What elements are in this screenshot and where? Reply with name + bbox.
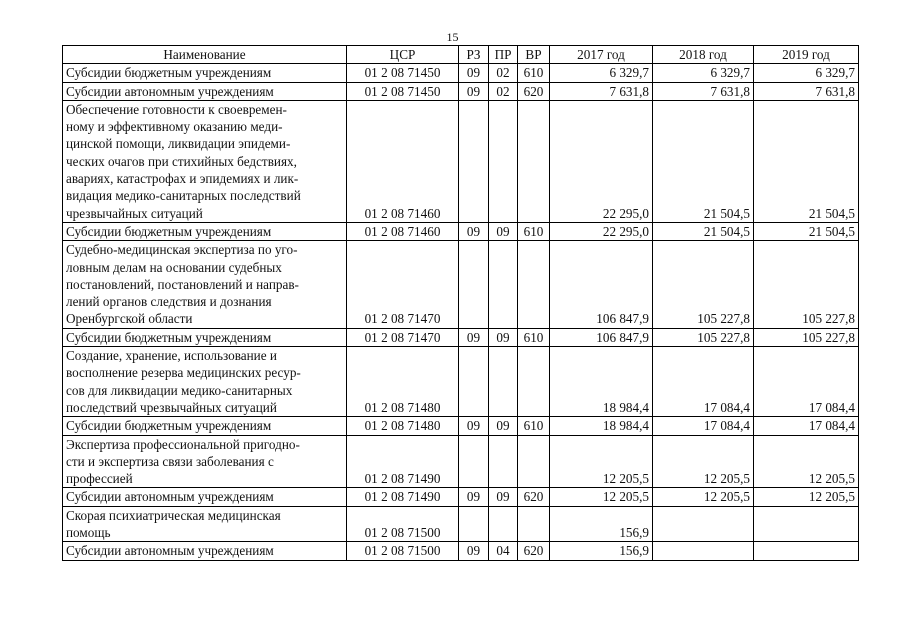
cell-code: 01 2 08 71480 <box>347 417 459 435</box>
cell-2017: 6 329,7 <box>550 64 653 82</box>
cell-name-line: Субсидии бюджетным учреждениям <box>66 329 272 345</box>
cell-name-line: Субсидии бюджетным учреждениям <box>66 418 272 434</box>
cell-code: 01 2 08 71480 <box>347 347 459 417</box>
cell-name <box>63 328 347 346</box>
cell-2018: 12 205,5 <box>653 435 754 488</box>
cell-2017: 156,9 <box>550 542 653 560</box>
table-row <box>63 506 859 542</box>
cell-2017: 22 295,0 <box>550 100 653 222</box>
cell-vr: 620 <box>518 488 550 506</box>
cell-2018: 12 205,5 <box>653 488 754 506</box>
cell-name-line: Субсидии бюджетным учреждениям <box>66 65 272 81</box>
cell-name-line: Субсидии бюджетным учреждениям <box>66 223 272 239</box>
header-2019: 2019 год <box>754 46 859 64</box>
cell-name <box>63 488 347 506</box>
table-row <box>63 488 859 506</box>
cell-2018: 105 227,8 <box>653 328 754 346</box>
cell-code: 01 2 08 71460 <box>347 222 459 240</box>
table-row <box>63 241 859 328</box>
cell-2017: 7 631,8 <box>550 82 653 100</box>
cell-2017: 156,9 <box>550 506 653 542</box>
cell-pr <box>489 506 518 542</box>
cell-name-line: помощь <box>66 525 111 541</box>
cell-pr: 04 <box>489 542 518 560</box>
cell-vr <box>518 100 550 222</box>
header-pr: ПР <box>489 46 518 64</box>
cell-2019: 21 504,5 <box>754 100 859 222</box>
cell-2019 <box>754 542 859 560</box>
table-row <box>63 347 859 417</box>
cell-pr <box>489 100 518 222</box>
cell-name <box>63 82 347 100</box>
cell-pr: 09 <box>489 328 518 346</box>
cell-name <box>63 542 347 560</box>
cell-name <box>63 241 347 328</box>
page-number: 15 <box>446 30 459 44</box>
cell-name-line: ному и эффективному оказанию меди- <box>66 119 283 135</box>
cell-name <box>63 417 347 435</box>
cell-rz: 09 <box>459 64 489 82</box>
cell-vr <box>518 506 550 542</box>
cell-2019: 6 329,7 <box>754 64 859 82</box>
cell-2018: 21 504,5 <box>653 100 754 222</box>
cell-name <box>63 435 347 488</box>
cell-2019: 105 227,8 <box>754 328 859 346</box>
cell-vr <box>518 435 550 488</box>
cell-2018 <box>653 506 754 542</box>
cell-name-line: последствий чрезвычайных ситуаций <box>66 399 277 415</box>
cell-2017: 106 847,9 <box>550 328 653 346</box>
cell-name-line: авариях, катастрофах и эпидемиях и лик- <box>66 171 299 187</box>
cell-vr <box>518 347 550 417</box>
table-row <box>63 64 859 82</box>
cell-2018: 105 227,8 <box>653 241 754 328</box>
cell-2019: 17 084,4 <box>754 347 859 417</box>
cell-name <box>63 100 347 222</box>
cell-vr: 610 <box>518 328 550 346</box>
cell-2018: 7 631,8 <box>653 82 754 100</box>
cell-vr: 610 <box>518 222 550 240</box>
cell-name-line: Судебно-медицинская экспертиза по уго- <box>66 242 298 258</box>
table-row <box>63 435 859 488</box>
cell-2018: 17 084,4 <box>653 417 754 435</box>
cell-name-line: цинской помощи, ликвидации эпидеми- <box>66 136 291 152</box>
budget-table <box>62 45 859 561</box>
cell-name-line: ловным делам на основании судебных <box>66 259 282 275</box>
cell-code: 01 2 08 71500 <box>347 506 459 542</box>
table-row <box>63 222 859 240</box>
cell-rz <box>459 100 489 222</box>
cell-rz <box>459 241 489 328</box>
table-header-row <box>63 46 859 64</box>
cell-name-line: лений органов следствия и дознания <box>66 294 272 310</box>
cell-name <box>63 64 347 82</box>
cell-2019 <box>754 506 859 542</box>
cell-2018 <box>653 542 754 560</box>
cell-rz <box>459 506 489 542</box>
cell-2018: 17 084,4 <box>653 347 754 417</box>
cell-rz <box>459 347 489 417</box>
cell-code: 01 2 08 71490 <box>347 488 459 506</box>
cell-code: 01 2 08 71490 <box>347 435 459 488</box>
header-code: ЦСР <box>347 46 459 64</box>
cell-name-line: сти и экспертиза связи заболевания с <box>66 453 274 469</box>
cell-2017: 22 295,0 <box>550 222 653 240</box>
cell-pr: 09 <box>489 417 518 435</box>
header-name: Наименование <box>63 46 347 64</box>
cell-pr <box>489 347 518 417</box>
header-2018: 2018 год <box>653 46 754 64</box>
cell-vr: 610 <box>518 64 550 82</box>
cell-pr: 02 <box>489 64 518 82</box>
cell-name-line: чрезвычайных ситуаций <box>66 205 203 221</box>
cell-pr: 09 <box>489 222 518 240</box>
cell-name-line: постановлений, постановлений и направ- <box>66 276 299 292</box>
cell-rz: 09 <box>459 222 489 240</box>
cell-vr: 620 <box>518 542 550 560</box>
cell-vr <box>518 241 550 328</box>
cell-name-line: Экспертиза профессиональной пригодно- <box>66 436 300 452</box>
cell-vr: 620 <box>518 82 550 100</box>
cell-rz: 09 <box>459 417 489 435</box>
cell-vr: 610 <box>518 417 550 435</box>
cell-name-line: Субсидии автономным учреждениям <box>66 489 274 505</box>
cell-rz: 09 <box>459 82 489 100</box>
cell-name-line: Скорая психиатрическая медицинская <box>66 507 281 523</box>
cell-2018: 6 329,7 <box>653 64 754 82</box>
cell-2017: 18 984,4 <box>550 417 653 435</box>
cell-code: 01 2 08 71460 <box>347 100 459 222</box>
cell-code: 01 2 08 71450 <box>347 82 459 100</box>
cell-name <box>63 222 347 240</box>
cell-name-line: восполнение резерва медицинских ресур- <box>66 365 301 381</box>
cell-2019: 12 205,5 <box>754 435 859 488</box>
cell-2019: 7 631,8 <box>754 82 859 100</box>
header-rz: РЗ <box>459 46 489 64</box>
header-vr: ВР <box>518 46 550 64</box>
cell-name-line: Обеспечение готовности к своевремен- <box>66 101 287 117</box>
cell-name-line: профессией <box>66 471 133 487</box>
cell-pr: 09 <box>489 488 518 506</box>
table-row <box>63 328 859 346</box>
cell-code: 01 2 08 71450 <box>347 64 459 82</box>
cell-name-line: видация медико-санитарных последствий <box>66 188 301 204</box>
table-row <box>63 542 859 560</box>
cell-2019: 12 205,5 <box>754 488 859 506</box>
table-row <box>63 417 859 435</box>
cell-name <box>63 347 347 417</box>
cell-name-line: Субсидии автономным учреждениям <box>66 543 274 559</box>
cell-rz: 09 <box>459 542 489 560</box>
cell-code: 01 2 08 71500 <box>347 542 459 560</box>
cell-2019: 21 504,5 <box>754 222 859 240</box>
cell-2017: 18 984,4 <box>550 347 653 417</box>
cell-name-line: Субсидии автономным учреждениям <box>66 83 274 99</box>
cell-code: 01 2 08 71470 <box>347 328 459 346</box>
cell-name-line: ческих очагов при стихийных бедствиях, <box>66 153 297 169</box>
cell-2019: 17 084,4 <box>754 417 859 435</box>
cell-pr <box>489 435 518 488</box>
cell-2019: 105 227,8 <box>754 241 859 328</box>
cell-name-line: сов для ликвидации медико-санитарных <box>66 382 293 398</box>
cell-name <box>63 506 347 542</box>
cell-2017: 106 847,9 <box>550 241 653 328</box>
table-row <box>63 82 859 100</box>
table-row <box>63 100 859 222</box>
table-body <box>63 64 859 560</box>
cell-code: 01 2 08 71470 <box>347 241 459 328</box>
cell-name-line: Создание, хранение, использование и <box>66 348 277 364</box>
cell-name-line: Оренбургской области <box>66 311 193 327</box>
header-2017: 2017 год <box>550 46 653 64</box>
cell-2017: 12 205,5 <box>550 435 653 488</box>
cell-rz: 09 <box>459 328 489 346</box>
cell-2018: 21 504,5 <box>653 222 754 240</box>
cell-rz <box>459 435 489 488</box>
cell-rz: 09 <box>459 488 489 506</box>
cell-pr <box>489 241 518 328</box>
cell-2017: 12 205,5 <box>550 488 653 506</box>
cell-pr: 02 <box>489 82 518 100</box>
